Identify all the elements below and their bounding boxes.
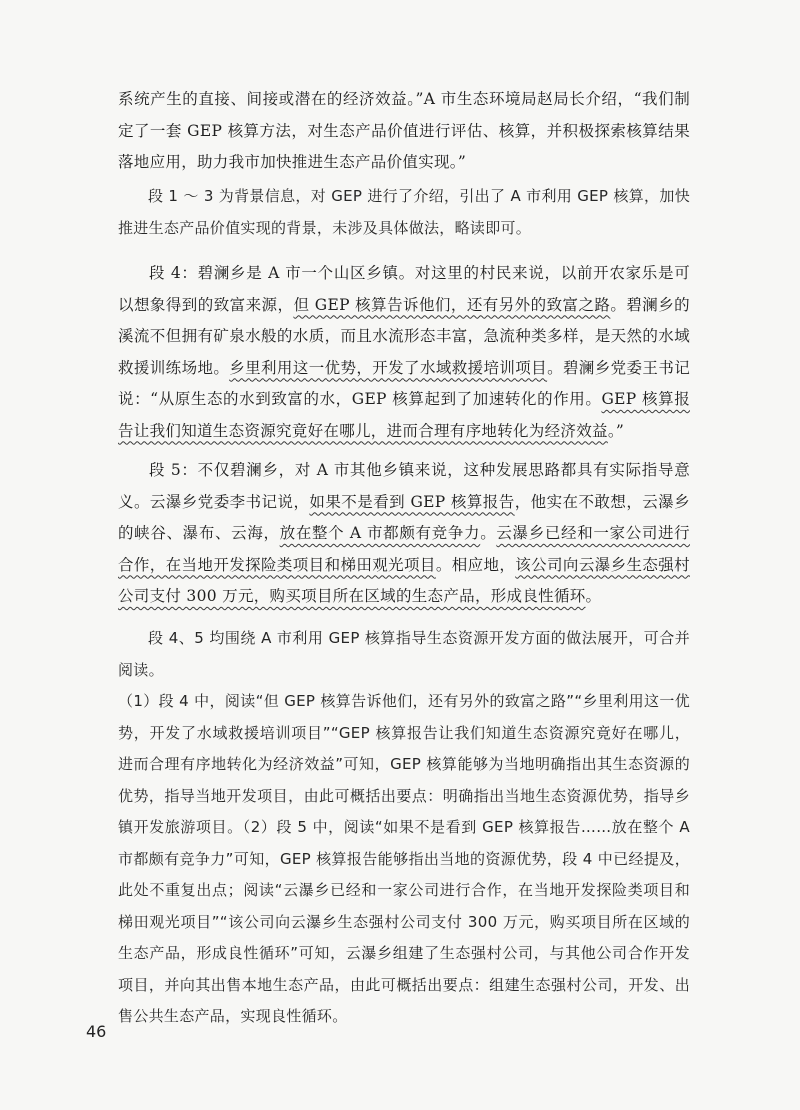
analysis-text: 段 4、5 均围绕 A 市利用 GEP 核算指导生态资源开发方面的做法展开，可合并阅读。: [118, 629, 690, 679]
wavy-underlined-text: GEP 核算报告让我们知道生态资源究竟好在哪儿，进而合理有序地转化为经济效益: [118, 390, 690, 440]
wavy-underlined-text: 放在整个 A 市都颇有竞争力: [279, 524, 481, 542]
text-block-1: [118, 84, 690, 179]
paragraph-text: 。碧澜乡党委王书记说：“从原生态的水到致富的水，GEP 核算起到了加速转化的作用。: [118, 358, 691, 408]
analysis-text: 段 1 ～ 3 为背景信息，对 GEP 进行了介绍，引出了 A 市利用 GEP 核算，加快推进生态产品价值实现的背景，未涉及具体做法，略读即可。: [118, 187, 690, 237]
wavy-underlined-text: 该公司向云瀑乡生态强村公司支付 300 万元，购买项目所在区域的生态产品，形成良性循环: [118, 555, 690, 605]
paragraph-text: ，他实在不敢想，云瀑乡的峡谷、瀑布、云海，: [118, 492, 690, 542]
wavy-underlined-text: 乡里利用这一优势，开发了水域救援培训项目: [229, 358, 548, 377]
paragraph-continued: [118, 84, 690, 179]
paragraph-text: 。碧澜乡的溪流不但拥有矿泉水般的水质，而且水流形态丰富，急流种类多样，是天然的水域救援训练场地。: [118, 295, 690, 377]
paragraph-5: [118, 455, 690, 613]
wavy-underlined-text: 但 GEP 核算告诉他们，还有另外的致富之路: [293, 295, 611, 314]
analysis-block-2: [118, 623, 690, 1033]
analysis-paragraph: [118, 686, 690, 1033]
page-number: 46: [86, 1022, 107, 1041]
paragraph-text: 段 5：不仅碧澜乡，对 A 市其他乡镇来说，这种发展思路都具有实际指导意义。云瀑乡党委李书记说，: [118, 461, 690, 511]
analysis-paragraph: [118, 181, 690, 244]
text-block-2: [118, 258, 690, 613]
paragraph-text: 系统产生的直接、间接或潜在的经济效益。”A 市生态环境局赵局长介绍，“我们制定了一套 GEP 核算方法，对生态产品价值进行评估、核算，并积极探索核算结果落地应用，助力我市加快推进生态产品价值实现。”: [118, 90, 690, 171]
analysis-text: （1）段 4 中，阅读“但 GEP 核算告诉他们，还有另外的致富之路”“乡里利用这一优势，开发了水域救援培训项目”“GEP 核算报告让我们知道生态资源究竟好在哪儿，进而合理有序地转化为经济效益”可知，GEP 核算能够为当地明确指出其生态资源的优势，指导当地开发项目，由此可概括出要点：明确指出当地生态资源优势，指导乡镇开发旅游项目。（2）段 5 中，阅读“如果不是看到 GEP 核算报告……放在整个 A 市都颇有竞争力”可知，GEP 核算报告能够指出当地的资源优势，段 4 中已经提及，此处不重复出点；阅读“云瀑乡已经和一家公司进行合作，在当地开发探险类项目和梯田观光项目”“该公司向云瀑乡生态强村公司支付 300 万元，购买项目所在区域的生态产品，形成良性循环”可知，云瀑乡组建了生态强村公司，与其他公司合作开发项目，并向其出售本地生态产品，由此可概括出要点：组建生态强村公司，开发、出售公共生态产品，实现良性循环。: [118, 692, 690, 1025]
wavy-underlined-text: 云瀑乡已经和一家公司进行合作，在当地开发探险类项目和梯田观光项目: [118, 524, 690, 574]
wavy-underlined-text: 如果不是看到 GEP 核算报告: [309, 492, 515, 511]
analysis-block-1: [118, 181, 690, 244]
paragraph-text: 。”: [607, 421, 625, 440]
paragraph-text: 。相应地，: [435, 555, 516, 574]
paragraph-text: 。: [585, 587, 602, 605]
analysis-paragraph: [118, 623, 690, 686]
paragraph-4: [118, 258, 690, 447]
paragraph-text: 段 4：碧澜乡是 A 市一个山区乡镇。对这里的村民来说，以前开农家乐是可以想象得到的致富来源，: [118, 264, 690, 314]
paragraph-text: 。: [480, 524, 497, 542]
